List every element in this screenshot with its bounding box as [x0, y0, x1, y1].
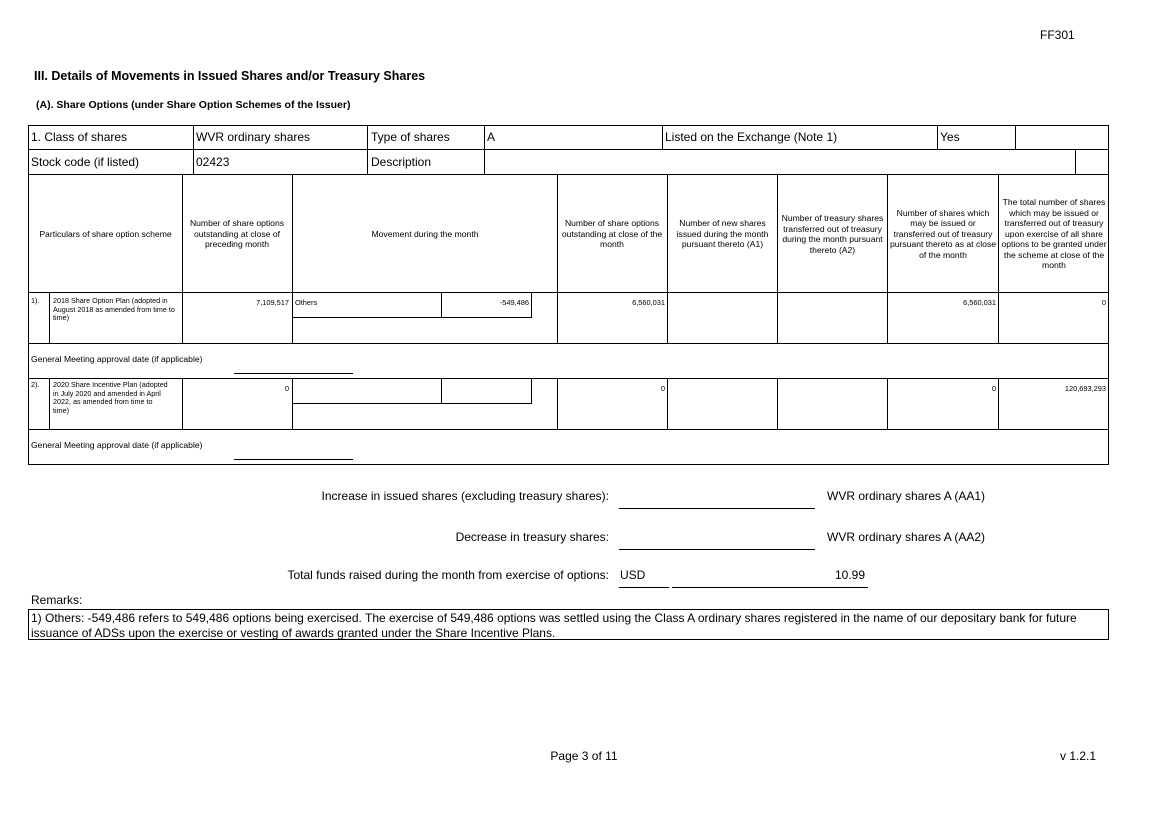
header-divider: [28, 149, 1109, 150]
row-divider-1: [28, 292, 1109, 293]
stock-code-value: 02423: [196, 155, 230, 169]
type-of-shares-label: Type of shares: [371, 130, 450, 144]
may-be-issued: 6,560,031: [963, 298, 996, 307]
gm-approval-date-field[interactable]: [234, 459, 353, 460]
outstanding-close: 6,560,031: [632, 298, 665, 307]
increase-unit: WVR ordinary shares A (AA1): [827, 489, 986, 503]
form-version: v 1.2.1: [1060, 749, 1097, 763]
form-code: FF301: [1040, 28, 1075, 42]
remarks-text: 1) Others: -549,486 refers to 549,486 options being exercised. The exercise of 549,486 options was settled using the Class A ordinary shares registered in the name of our depositary bank for future issuance of ADSs upon the exercise or vesting of awards granted under the Share Incentive Plans.: [28, 609, 1109, 640]
col-line-7a: [998, 175, 999, 343]
listed-value: Yes: [940, 130, 960, 144]
gm-approval-date-field[interactable]: [234, 373, 353, 374]
col-header-new-shares: Number of new shares issued during the month pursuant thereto (A1): [676, 218, 769, 250]
col-line-3b: [557, 378, 558, 429]
may-be-issued: 0: [991, 384, 996, 393]
col-line-1b: [182, 378, 183, 429]
class-of-shares-label: 1. Class of shares: [31, 130, 128, 144]
row-divider-3: [28, 378, 1109, 379]
decrease-field[interactable]: [619, 549, 815, 550]
row-divider-4: [28, 429, 1109, 430]
header-col-1: [193, 125, 194, 175]
header-col-2: [367, 125, 368, 175]
header-col-6: [1015, 125, 1016, 150]
increase-field[interactable]: [619, 508, 815, 509]
outstanding-close: 0: [660, 384, 665, 393]
stock-code-label: Stock code (if listed): [31, 155, 140, 169]
row-divider-2: [28, 343, 1109, 344]
decrease-unit: WVR ordinary shares A (AA2): [827, 530, 986, 544]
decrease-label: Decrease in treasury shares:: [455, 530, 609, 544]
col-line-4b: [667, 378, 668, 429]
movement-value: -549,486: [499, 298, 529, 307]
col-line-3a: [557, 175, 558, 343]
header-col-4: [662, 125, 663, 150]
class-of-shares-value: WVR ordinary shares: [196, 130, 311, 144]
col-line-1a: [182, 175, 183, 343]
movement-box: [292, 378, 532, 404]
section-title: III. Details of Movements in Issued Shares and/or Treasury Shares: [34, 69, 426, 83]
total-may-be-issued: 120,693,293: [1064, 384, 1106, 393]
remarks-label: Remarks:: [31, 593, 83, 607]
index-line-2: [49, 378, 50, 429]
col-header-may-be-issued: Number of shares which may be issued or transferred out of treasury pursuant thereto as at close of the month: [889, 207, 997, 260]
gm-approval-label: General Meeting approval date (if applicable): [31, 354, 203, 364]
type-of-shares-value: A: [487, 130, 496, 144]
scheme-index: 2).: [31, 380, 40, 389]
header-col-3: [484, 125, 485, 175]
col-line-5b: [777, 378, 778, 429]
col-header-outstanding-prev: Number of share options outstanding at close of preceding month: [189, 218, 285, 250]
col-header-movement: Movement during the month: [371, 228, 479, 239]
col-header-treasury-transferred: Number of treasury shares transferred out of treasury during the month pursuant thereto (A2): [781, 213, 884, 255]
col-line-6a: [887, 175, 888, 343]
description-label: Description: [371, 155, 432, 169]
movement-divider: [441, 378, 442, 404]
col-line-4a: [667, 175, 668, 343]
outstanding-prev: 7,109,517: [256, 298, 289, 307]
header-col-5: [937, 125, 938, 150]
funds-currency: USD: [620, 568, 646, 582]
sub-title: (A). Share Options (under Share Option Schemes of the Issuer): [36, 99, 351, 111]
index-line-1: [49, 292, 50, 343]
increase-label: Increase in issued shares (excluding treasury shares):: [321, 489, 609, 503]
header-col-7: [1075, 149, 1076, 175]
col-line-6b: [887, 378, 888, 429]
total-may-be-issued: 0: [1101, 298, 1106, 307]
currency-underline: [619, 587, 669, 588]
col-line-7b: [998, 378, 999, 429]
col-header-particulars: Particulars of share option scheme: [39, 228, 172, 239]
listed-label: Listed on the Exchange (Note 1): [665, 130, 838, 144]
gm-approval-label: General Meeting approval date (if applicable): [31, 440, 203, 450]
movement-divider: [441, 292, 442, 318]
page-number: Page 3 of 11: [550, 749, 618, 763]
funds-value: 10.99: [835, 568, 866, 582]
col-header-outstanding-close: Number of share options outstanding at close of the month: [561, 218, 663, 250]
outstanding-prev: 0: [284, 384, 289, 393]
movement-type: Others: [295, 298, 318, 307]
scheme-name: 2020 Share Incentive Plan (adopted in July 2020 and amended in April 2022, as amended from time to time): [53, 380, 168, 415]
funds-label: Total funds raised during the month from exercise of options:: [287, 568, 609, 582]
scheme-index: 1).: [31, 296, 40, 305]
col-header-total-may-be-issued: The total number of shares which may be issued or transferred out of treasury upon exercise of all share options to be granted under the scheme at close of the month: [1001, 197, 1107, 271]
scheme-name: 2018 Share Option Plan (adopted in August 2018 as amended from time to time): [53, 296, 175, 323]
funds-field[interactable]: [672, 587, 868, 588]
col-line-5a: [777, 175, 778, 343]
